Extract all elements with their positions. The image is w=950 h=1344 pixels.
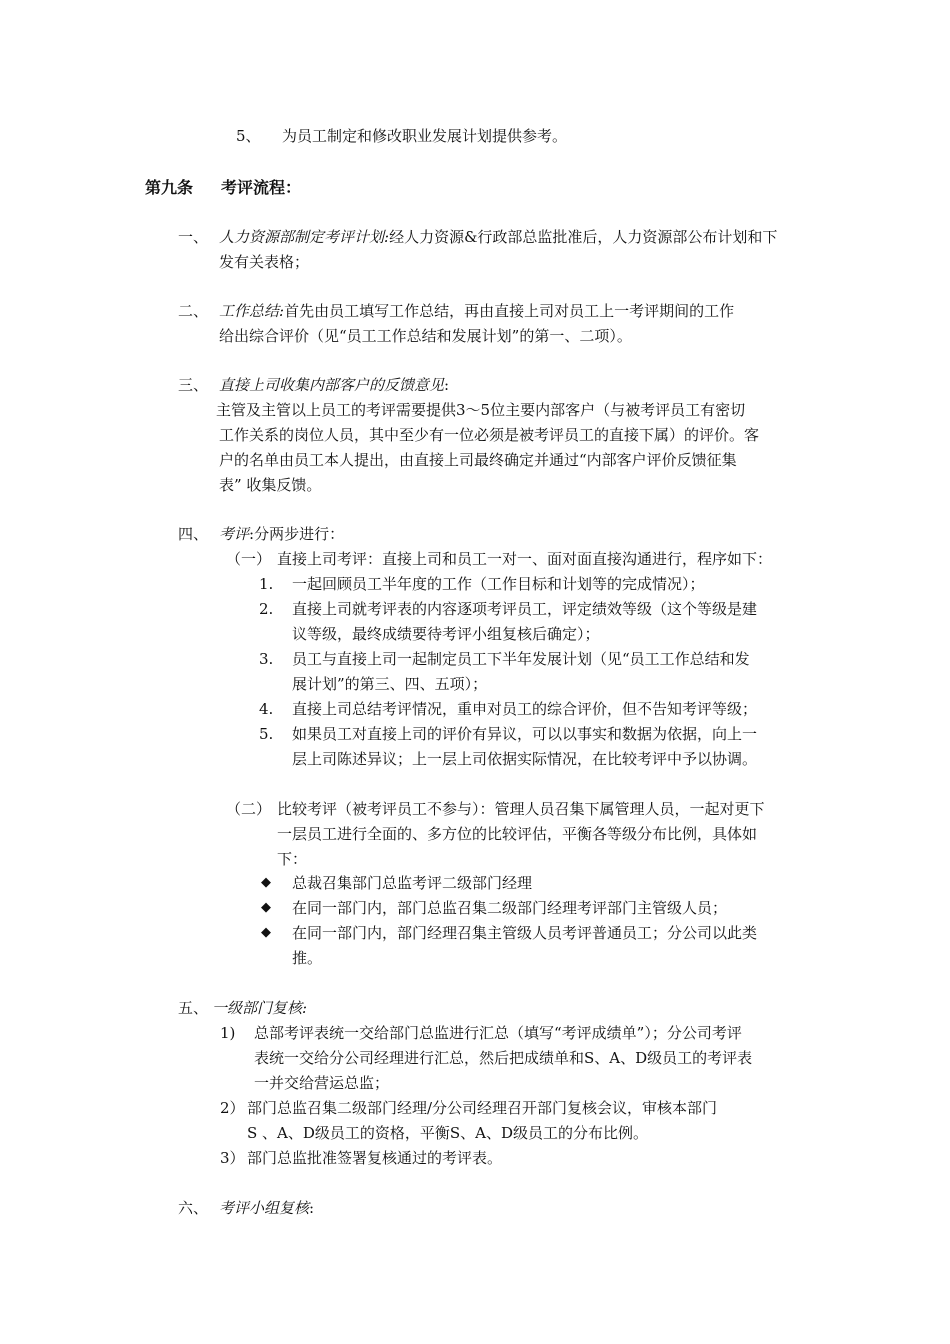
item-5-text: 为员工制定和修改职业发展计划提供参考。 [282,127,568,145]
section-4-number: 四、 [178,525,209,543]
section-1-line-1 [219,225,777,249]
diamond-bullet-icon: ◆ [261,875,271,890]
part-2-line-2: 一层员工进行全面的、多方位的比较评估，平衡各等级分布比例，具体如 [277,825,758,843]
step-5-number: 5. [259,725,274,743]
section-5-number: 五、 [178,999,209,1017]
section-3-line-3: 户的名单由员工本人提出，由直接上司最终确定并通过“内部客户评价反馈征集 [219,451,737,469]
section-6-number: 六、 [178,1199,209,1217]
section-2-line-1 [219,299,734,323]
section-5-label: 一级部门复核: [212,999,308,1017]
step-1-line-1: 一起回顾员工半年度的工作（工作目标和计划等的完成情况）； [292,575,705,593]
section-6-label: 考评小组复核 [219,1199,310,1217]
article-title: 考评流程： [221,178,302,197]
review-1-line-1: 总部考评表统一交给部门总监进行汇总（填写“考评成绩单”）；分公司考评 [254,1024,742,1042]
section-1-line-2: 发有关表格； [219,253,310,271]
review-1-line-2: 表统一交给分公司经理进行汇总，然后把成绩单和S、A、D级员工的考评表 [254,1049,753,1067]
part-1-text: 直接上司考评：直接上司和员工一对一、面对面直接沟通进行，程序如下： [277,550,773,568]
item-5-number: 5、 [236,127,261,145]
section-6-heading [219,1196,314,1220]
step-2-line-2: 议等级，最终成绩要待考评小组复核后确定）； [292,625,600,643]
review-2-line-2: S 、A、D级员工的资格，平衡S、A、D级员工的分布比例。 [247,1124,649,1142]
bullet-1-line-1: 总裁召集部门总监考评二级部门经理 [292,874,533,892]
review-2-line-1: 部门总监召集二级部门经理/分公司经理召开部门复核会议，审核本部门 [247,1099,718,1117]
section-1-text-1: 经人力资源&行政部总监批准后，人力资源部公布计划和下 [389,228,778,246]
review-3-line-1: 部门总监批准签署复核通过的考评表。 [247,1149,503,1167]
step-3-line-2: 展计划”的第三、四、五项）； [292,675,488,693]
section-2-label: 工作总结: [219,302,285,320]
step-3-number: 3. [259,650,274,668]
section-3-line-1: 主管及主管以上员工的考评需要提供3～5位主要内部客户（与被考评员工有密切 [216,401,746,419]
section-1-number: 一、 [178,228,209,246]
step-5-line-1: 如果员工对直接上司的评价有异议，可以以事实和数据为依据，向上一 [292,725,758,743]
part-1-number: （一） [226,550,272,568]
section-3-colon: : [444,376,450,394]
step-4-number: 4. [259,700,274,718]
section-2-text-1: 首先由员工填写工作总结，再由直接上司对员工上一考评期间的工作 [284,302,735,320]
step-1-number: 1. [259,575,274,593]
section-6-colon: : [309,1199,315,1217]
section-1-label: 人力资源部制定考评计划: [219,228,390,246]
review-3-number: 3） [220,1149,245,1167]
review-1-line-3: 一并交给营运总监； [254,1074,390,1092]
step-5-line-2: 层上司陈述异议；上一层上司依据实际情况，在比较考评中予以协调。 [292,750,758,768]
step-2-number: 2. [259,600,274,618]
diamond-bullet-icon: ◆ [261,925,271,940]
section-2-number: 二、 [178,302,209,320]
section-4-text: :分两步进行： [249,525,345,543]
step-4-line-1: 直接上司总结考评情况，重申对员工的综合评价，但不告知考评等级； [292,700,758,718]
diamond-bullet-icon: ◆ [261,900,271,915]
part-2-number: （二） [226,800,272,818]
section-3-number: 三、 [178,376,209,394]
part-2-line-1: 比较考评（被考评员工不参与）：管理人员召集下属管理人员，一起对更下 [277,800,765,818]
bullet-2-line-1: 在同一部门内，部门总监召集二级部门经理考评部门主管级人员； [292,899,728,917]
section-2-line-2: 给出综合评价（见“员工工作总结和发展计划”的第一、二项）。 [219,327,632,345]
section-3-line-2: 工作关系的岗位人员，其中至少有一位必须是被考评员工的直接下属）的评价。客 [219,426,760,444]
section-3-heading [219,373,449,397]
step-2-line-1: 直接上司就考评表的内容逐项考评员工，评定绩效等级（这个等级是建 [292,600,758,618]
section-4-label: 考评 [219,525,250,543]
review-1-number: 1) [220,1024,236,1042]
section-3-line-4: 表” 收集反馈。 [219,476,322,494]
step-3-line-1: 员工与直接上司一起制定员工下半年发展计划（见“员工工作总结和发 [292,650,750,668]
bullet-3-line-1: 在同一部门内，部门经理召集主管级人员考评普通员工；分公司以此类 [292,924,758,942]
part-2-line-3: 下： [277,850,308,868]
bullet-3-line-2: 推。 [292,949,323,967]
article-number: 第九条 [145,178,194,197]
section-4-heading [219,522,344,546]
section-3-label: 直接上司收集内部客户的反馈意见 [219,376,445,394]
review-2-number: 2） [220,1099,245,1117]
